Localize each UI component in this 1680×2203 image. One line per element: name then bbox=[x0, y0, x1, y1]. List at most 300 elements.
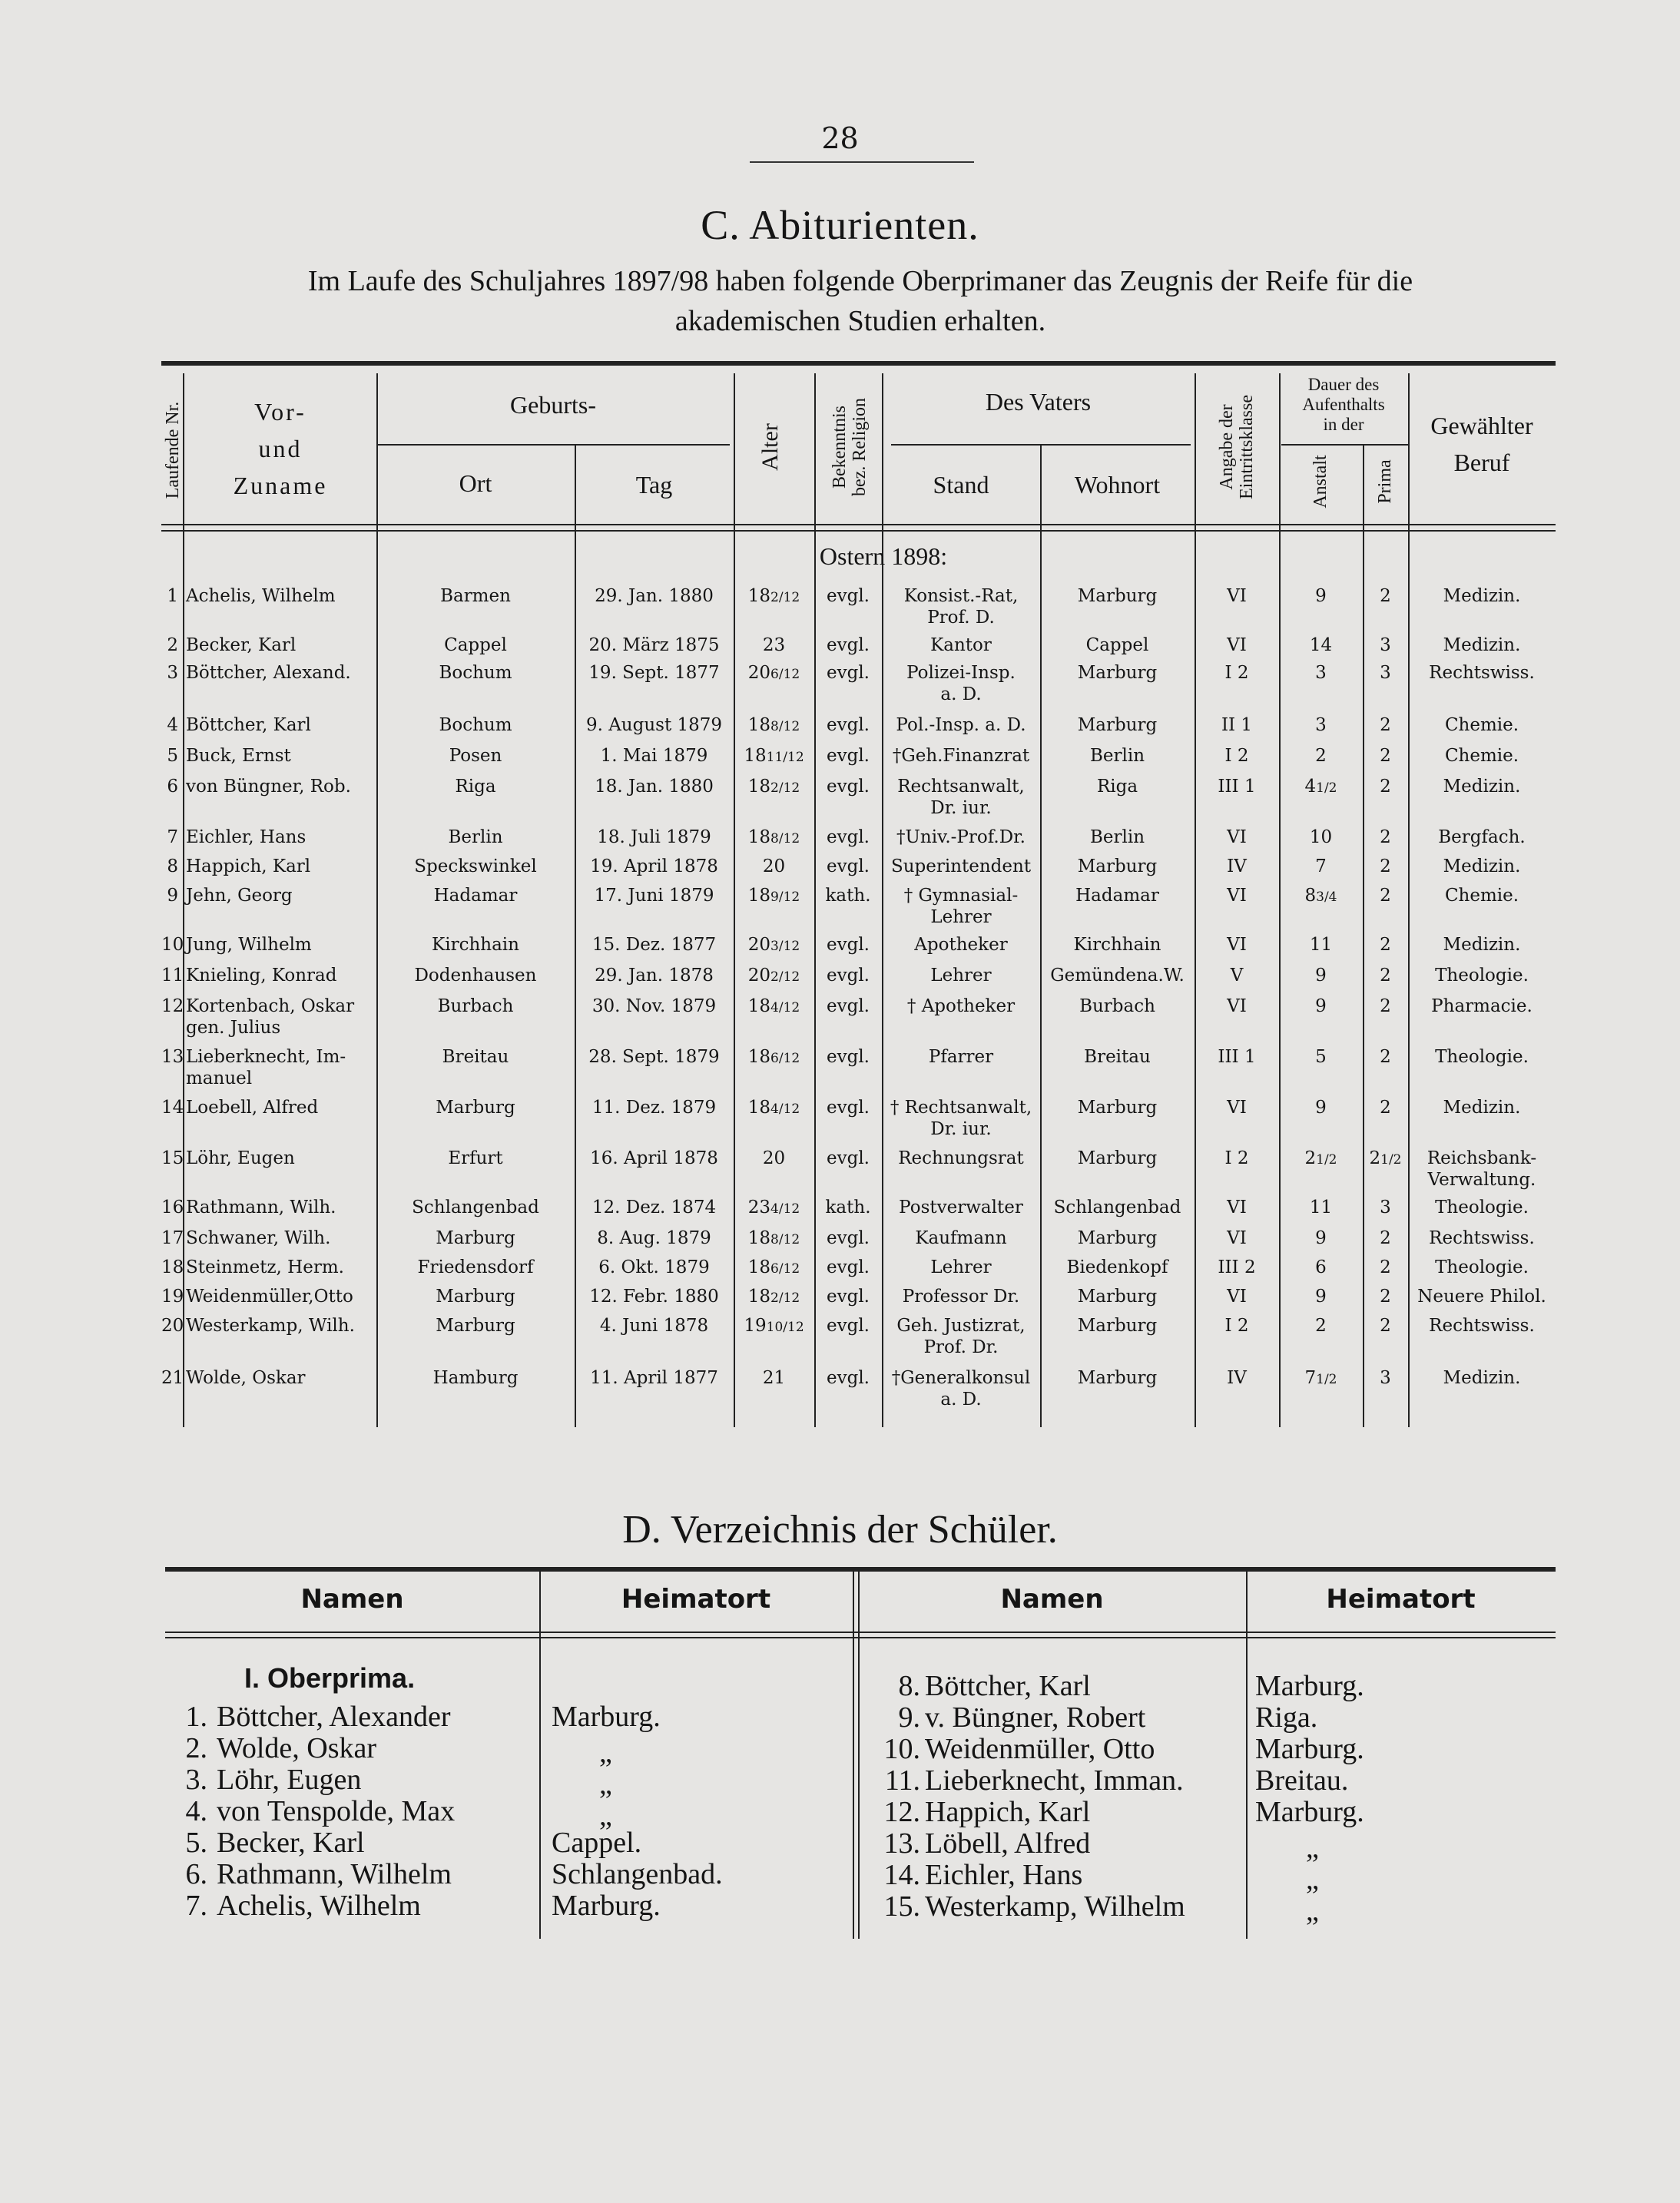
religion bbox=[814, 714, 882, 736]
student-number: 3. bbox=[185, 1764, 207, 1796]
religion bbox=[814, 662, 882, 684]
father-occupation-line2 bbox=[882, 906, 1040, 928]
row-number-value: 13 bbox=[161, 1047, 184, 1067]
years-school-value: 2 bbox=[1315, 746, 1327, 766]
student-name bbox=[186, 1148, 375, 1169]
years-school-value: 10 bbox=[1309, 827, 1333, 847]
years-prima bbox=[1363, 1046, 1408, 1068]
years-school-value: 6 bbox=[1315, 1257, 1327, 1277]
d-header-rule-1 bbox=[165, 1632, 1556, 1633]
header-geburts: Geburts- bbox=[510, 391, 596, 419]
birth-date-value: 29. Jan. 1878 bbox=[595, 966, 714, 986]
religion-value: evgl. bbox=[827, 827, 870, 847]
chosen-profession bbox=[1408, 714, 1556, 736]
home-town: Marburg. bbox=[1255, 1670, 1364, 1702]
entry-class bbox=[1195, 1286, 1279, 1307]
years-school-value: 9 bbox=[1315, 966, 1327, 986]
father-occupation-line2 bbox=[882, 797, 1040, 819]
home-town: „ bbox=[599, 1737, 612, 1769]
father-residence bbox=[1040, 1315, 1195, 1337]
birth-date-value: 8. Aug. 1879 bbox=[597, 1228, 711, 1248]
home-town: Schlangenbad. bbox=[552, 1858, 723, 1890]
years-prima-value: 2 bbox=[1369, 1148, 1381, 1168]
row-number bbox=[161, 714, 178, 736]
birth-place bbox=[376, 1046, 575, 1068]
birth-date bbox=[575, 776, 734, 797]
chosen-profession-value: Rechtswiss. bbox=[1429, 1228, 1535, 1248]
entry-class-value: VI bbox=[1227, 935, 1247, 955]
row-number bbox=[161, 1257, 184, 1278]
years-school-value: 7 bbox=[1304, 1368, 1317, 1388]
father-occupation bbox=[882, 585, 1040, 607]
chosen-profession bbox=[1408, 965, 1556, 986]
father-occupation-value: † Rechtsanwalt, bbox=[890, 1098, 1032, 1118]
religion bbox=[814, 1046, 882, 1068]
years-school-value: 3 bbox=[1315, 715, 1327, 735]
father-residence bbox=[1040, 634, 1195, 656]
age bbox=[734, 856, 814, 877]
birth-date-value: 28. Sept. 1879 bbox=[588, 1047, 720, 1067]
years-school bbox=[1279, 1148, 1363, 1171]
birth-date-value: 16. April 1878 bbox=[590, 1148, 718, 1168]
years-school-fraction: 3/4 bbox=[1316, 889, 1337, 905]
father-residence-value: Marburg bbox=[1077, 1098, 1158, 1118]
religion bbox=[814, 634, 882, 656]
father-residence-value: Marburg bbox=[1077, 1316, 1158, 1336]
birth-date bbox=[575, 1315, 734, 1337]
header-bottom-rule-2 bbox=[161, 530, 1556, 532]
row-number-value: 16 bbox=[161, 1198, 184, 1217]
years-school bbox=[1279, 1197, 1363, 1218]
student-name bbox=[186, 827, 375, 848]
row-number-value: 20 bbox=[161, 1316, 184, 1336]
birth-date-value: 18. Jan. 1880 bbox=[595, 777, 714, 797]
years-prima-value: 2 bbox=[1380, 1257, 1391, 1277]
father-occupation-line2-value: Prof. Dr. bbox=[923, 1337, 999, 1357]
header-tag: Tag bbox=[635, 471, 673, 499]
age-fraction: 8/12 bbox=[770, 831, 800, 846]
father-residence-value: Kirchhain bbox=[1073, 935, 1161, 955]
entry-class-value: I 2 bbox=[1224, 663, 1249, 683]
age bbox=[734, 1367, 814, 1389]
chosen-profession-value: Chemie. bbox=[1444, 715, 1519, 735]
student-name: Böttcher, Karl bbox=[925, 1670, 1091, 1702]
chosen-profession bbox=[1408, 1227, 1556, 1249]
student-name-value: Weidenmüller,Otto bbox=[186, 1287, 353, 1307]
birth-date-value: 1. Mai 1879 bbox=[600, 746, 708, 766]
row-number bbox=[161, 965, 184, 986]
row-number-value: 17 bbox=[161, 1228, 184, 1248]
student-name bbox=[186, 1227, 375, 1249]
father-residence-value: Hadamar bbox=[1075, 886, 1159, 906]
row-number bbox=[161, 1097, 184, 1118]
row-number-value: 15 bbox=[161, 1148, 184, 1168]
d-header-namen-right: Namen bbox=[1000, 1584, 1104, 1615]
religion-value: evgl. bbox=[827, 1228, 870, 1248]
row-number bbox=[161, 1046, 184, 1068]
birth-place-value: Marburg bbox=[436, 1287, 515, 1307]
birth-date bbox=[575, 634, 734, 656]
father-occupation bbox=[882, 1315, 1040, 1337]
birth-place-value: Erfurt bbox=[448, 1148, 503, 1168]
age-fraction: 10/12 bbox=[766, 1320, 804, 1335]
religion-value: evgl. bbox=[827, 1047, 870, 1067]
chosen-profession bbox=[1408, 634, 1556, 656]
father-occupation-value: † Apotheker bbox=[906, 996, 1016, 1016]
years-school bbox=[1279, 1367, 1363, 1390]
student-name bbox=[186, 1097, 375, 1118]
years-school-value: 4 bbox=[1304, 777, 1317, 797]
entry-class bbox=[1195, 1367, 1279, 1389]
row-number bbox=[161, 1315, 184, 1337]
religion bbox=[814, 1097, 882, 1118]
student-name-value: Lieberknecht, Im- bbox=[186, 1047, 346, 1067]
years-school bbox=[1279, 856, 1363, 877]
birth-place bbox=[376, 776, 575, 797]
age-fraction: 2/12 bbox=[770, 590, 800, 605]
age-value: 20 bbox=[747, 966, 771, 986]
d-col-line bbox=[539, 1572, 541, 1939]
years-school bbox=[1279, 776, 1363, 799]
entry-class bbox=[1195, 856, 1279, 877]
birth-date-value: 15. Dez. 1877 bbox=[591, 935, 717, 955]
student-number: 2. bbox=[185, 1732, 207, 1764]
father-occupation-line2-value: Dr. iur. bbox=[930, 798, 992, 818]
d-header-heimatort-left: Heimatort bbox=[621, 1584, 771, 1615]
years-prima-value: 2 bbox=[1380, 966, 1391, 986]
chosen-profession-value: Bergfach. bbox=[1438, 827, 1526, 847]
student-name bbox=[186, 856, 375, 877]
years-prima bbox=[1363, 745, 1408, 767]
birth-place-value: Bochum bbox=[439, 715, 512, 735]
entry-class bbox=[1195, 1046, 1279, 1068]
birth-date-value: 12. Febr. 1880 bbox=[589, 1287, 719, 1307]
student-name-line2-value: manuel bbox=[186, 1068, 253, 1088]
chosen-profession-value: Medizin. bbox=[1443, 1368, 1521, 1388]
entry-class-value: VI bbox=[1227, 586, 1247, 606]
age-value: 18 bbox=[747, 1228, 771, 1248]
student-name bbox=[186, 745, 375, 767]
birth-date bbox=[575, 1367, 734, 1389]
years-prima-value: 3 bbox=[1380, 635, 1391, 655]
father-residence-value: Breitau bbox=[1084, 1047, 1151, 1067]
d-col-line bbox=[1246, 1572, 1248, 1939]
years-school-fraction: 1/2 bbox=[1316, 1152, 1337, 1168]
home-town: „ bbox=[1306, 1832, 1319, 1864]
birth-place bbox=[376, 1286, 575, 1307]
birth-date bbox=[575, 827, 734, 848]
age bbox=[734, 776, 814, 799]
age bbox=[734, 745, 814, 768]
birth-place bbox=[376, 885, 575, 906]
header-vater: Des Vaters bbox=[985, 388, 1092, 416]
birth-place-value: Hadamar bbox=[433, 886, 518, 906]
chosen-profession bbox=[1408, 1097, 1556, 1118]
years-prima-value: 2 bbox=[1380, 1228, 1391, 1248]
header-stand: Stand bbox=[933, 471, 989, 499]
student-name bbox=[186, 585, 375, 607]
student-name-value: Westerkamp, Wilh. bbox=[186, 1316, 355, 1336]
years-school-fraction: 1/2 bbox=[1316, 780, 1337, 796]
age bbox=[734, 1286, 814, 1309]
chosen-profession-value: Reichsbank- bbox=[1427, 1148, 1537, 1168]
age bbox=[734, 1227, 814, 1251]
entry-class bbox=[1195, 776, 1279, 797]
age bbox=[734, 1097, 814, 1120]
religion-value: evgl. bbox=[827, 746, 870, 766]
birth-place-value: Breitau bbox=[442, 1047, 509, 1067]
years-prima-value: 2 bbox=[1380, 777, 1391, 797]
row-number bbox=[161, 1227, 184, 1249]
father-residence-value: Berlin bbox=[1089, 827, 1145, 847]
chosen-profession-value: Medizin. bbox=[1443, 586, 1521, 606]
age-value: 18 bbox=[744, 746, 767, 766]
chosen-profession bbox=[1408, 1367, 1556, 1389]
header-klasse: Angabe der Eintrittsklasse bbox=[1217, 395, 1257, 499]
header-dauer: Dauer des Aufenthalts in der bbox=[1302, 375, 1385, 434]
birth-place-value: Barmen bbox=[440, 586, 511, 606]
birth-date bbox=[575, 1197, 734, 1218]
years-prima-value: 2 bbox=[1380, 886, 1391, 906]
years-school-value: 5 bbox=[1315, 1047, 1327, 1067]
age-value: 18 bbox=[747, 996, 771, 1016]
student-name-value: Buck, Ernst bbox=[186, 746, 291, 766]
birth-place bbox=[376, 1367, 575, 1389]
dauer-sub-rule bbox=[1281, 444, 1408, 446]
row-number bbox=[161, 634, 178, 656]
entry-class-value: I 2 bbox=[1224, 746, 1249, 766]
entry-class bbox=[1195, 1227, 1279, 1249]
age-value: 18 bbox=[747, 1287, 771, 1307]
entry-class bbox=[1195, 934, 1279, 956]
religion bbox=[814, 585, 882, 607]
religion-value: evgl. bbox=[827, 1368, 870, 1388]
father-residence bbox=[1040, 776, 1195, 797]
father-occupation-value: Apotheker bbox=[914, 935, 1008, 955]
student-number: 12. bbox=[883, 1796, 920, 1828]
student-name-value: Kortenbach, Oskar bbox=[186, 996, 355, 1016]
years-school bbox=[1279, 1286, 1363, 1307]
years-school-value: 3 bbox=[1315, 663, 1327, 683]
row-number bbox=[161, 1148, 184, 1169]
father-residence bbox=[1040, 1227, 1195, 1249]
religion-value: evgl. bbox=[827, 715, 870, 735]
chosen-profession bbox=[1408, 1257, 1556, 1278]
father-occupation bbox=[882, 634, 1040, 656]
father-residence-value: Burbach bbox=[1079, 996, 1155, 1016]
row-number-value: 3 bbox=[167, 663, 178, 683]
age bbox=[734, 1315, 814, 1338]
chosen-profession-value: Medizin. bbox=[1443, 1098, 1521, 1118]
father-residence bbox=[1040, 856, 1195, 877]
chosen-profession-value: Chemie. bbox=[1444, 746, 1519, 766]
religion-value: evgl. bbox=[827, 1098, 870, 1118]
years-prima-value: 2 bbox=[1380, 746, 1391, 766]
father-occupation bbox=[882, 995, 1040, 1017]
years-school bbox=[1279, 634, 1363, 656]
father-residence-value: Berlin bbox=[1089, 746, 1145, 766]
father-residence-value: Riga bbox=[1096, 777, 1138, 797]
entry-class bbox=[1195, 885, 1279, 906]
years-school bbox=[1279, 745, 1363, 767]
entry-class-value: I 2 bbox=[1224, 1148, 1249, 1168]
father-occupation-value: Professor Dr. bbox=[902, 1287, 1020, 1307]
row-number-value: 2 bbox=[167, 635, 178, 655]
birth-date-value: 11. April 1877 bbox=[590, 1368, 718, 1388]
row-number bbox=[161, 585, 178, 607]
religion bbox=[814, 1257, 882, 1278]
years-school-value: 8 bbox=[1304, 886, 1317, 906]
years-prima-value: 2 bbox=[1380, 996, 1391, 1016]
age-value: 21 bbox=[762, 1368, 786, 1388]
religion-value: evgl. bbox=[827, 856, 870, 876]
student-name: Löbell, Alfred bbox=[925, 1827, 1091, 1860]
age-fraction: 2/12 bbox=[770, 969, 800, 985]
father-residence bbox=[1040, 1367, 1195, 1389]
religion-value: kath. bbox=[825, 886, 871, 906]
row-number-value: 6 bbox=[167, 777, 178, 797]
years-prima bbox=[1363, 827, 1408, 848]
religion bbox=[814, 745, 882, 767]
religion bbox=[814, 995, 882, 1017]
chosen-profession bbox=[1408, 856, 1556, 877]
age-fraction: 8/12 bbox=[770, 1232, 800, 1247]
age bbox=[734, 1197, 814, 1220]
religion-value: evgl. bbox=[827, 996, 870, 1016]
religion-value: evgl. bbox=[827, 1148, 870, 1168]
home-town: „ bbox=[1306, 1895, 1319, 1927]
years-prima bbox=[1363, 1315, 1408, 1337]
years-prima bbox=[1363, 856, 1408, 877]
student-name: Lieberknecht, Imman. bbox=[925, 1764, 1184, 1797]
father-occupation-value: Superintendent bbox=[890, 856, 1032, 876]
entry-class-value: VI bbox=[1227, 1287, 1247, 1307]
home-town: Marburg. bbox=[1255, 1733, 1364, 1765]
age bbox=[734, 827, 814, 850]
father-occupation-line2-value: a. D. bbox=[940, 1390, 982, 1410]
father-occupation-value: Konsist.-Rat, bbox=[903, 586, 1019, 606]
student-name: Weidenmüller, Otto bbox=[925, 1733, 1155, 1765]
father-occupation bbox=[882, 776, 1040, 797]
birth-date bbox=[575, 1286, 734, 1307]
chosen-profession-value: Medizin. bbox=[1443, 635, 1521, 655]
header-prima: Prima bbox=[1375, 459, 1395, 504]
row-number-value: 5 bbox=[167, 746, 178, 766]
religion-value: kath. bbox=[825, 1198, 871, 1217]
father-occupation-value: Lehrer bbox=[930, 1257, 992, 1277]
father-occupation bbox=[882, 1197, 1040, 1218]
birth-place bbox=[376, 585, 575, 607]
age bbox=[734, 634, 814, 656]
age bbox=[734, 585, 814, 608]
chosen-profession bbox=[1408, 1046, 1556, 1068]
student-name-value: Böttcher, Alexand. bbox=[186, 663, 351, 683]
student-name: Löhr, Eugen bbox=[217, 1764, 362, 1796]
father-occupation bbox=[882, 827, 1040, 848]
father-occupation-value: †Univ.-Prof.Dr. bbox=[896, 827, 1026, 847]
chosen-profession-line2-value: Verwaltung. bbox=[1427, 1170, 1536, 1190]
chosen-profession-line2 bbox=[1408, 1169, 1556, 1191]
row-number bbox=[161, 662, 178, 684]
father-occupation-line2-value: Dr. iur. bbox=[930, 1119, 992, 1139]
religion-value: evgl. bbox=[827, 966, 870, 986]
entry-class bbox=[1195, 662, 1279, 684]
student-number: 10. bbox=[883, 1733, 920, 1765]
religion bbox=[814, 965, 882, 986]
row-number bbox=[161, 885, 178, 906]
father-occupation-line2-value: Lehrer bbox=[930, 907, 992, 927]
birth-date bbox=[575, 856, 734, 877]
age-value: 23 bbox=[762, 635, 786, 655]
student-name bbox=[186, 634, 375, 656]
student-name bbox=[186, 714, 375, 736]
birth-date bbox=[575, 745, 734, 767]
chosen-profession-value: Theologie. bbox=[1435, 966, 1529, 986]
father-residence-value: Marburg bbox=[1077, 1368, 1158, 1388]
entry-class bbox=[1195, 745, 1279, 767]
age-value: 18 bbox=[747, 1098, 771, 1118]
student-name bbox=[186, 1315, 375, 1337]
father-occupation-line2 bbox=[882, 607, 1040, 628]
entry-class bbox=[1195, 1197, 1279, 1218]
years-school bbox=[1279, 995, 1363, 1017]
years-prima bbox=[1363, 965, 1408, 986]
student-name: Böttcher, Alexander bbox=[217, 1701, 451, 1733]
age-fraction: 9/12 bbox=[770, 889, 800, 905]
birth-date-value: 4. Juni 1878 bbox=[599, 1316, 709, 1336]
student-name bbox=[186, 1257, 375, 1278]
father-occupation bbox=[882, 1046, 1040, 1068]
birth-place bbox=[376, 1197, 575, 1218]
years-prima-value: 2 bbox=[1380, 827, 1391, 847]
student-name-line2-value: gen. Julius bbox=[186, 1018, 281, 1038]
religion-value: evgl. bbox=[827, 777, 870, 797]
father-residence-value: Biedenkopf bbox=[1066, 1257, 1168, 1277]
chosen-profession-value: Rechtswiss. bbox=[1429, 663, 1535, 683]
birth-place-value: Marburg bbox=[436, 1098, 515, 1118]
religion bbox=[814, 885, 882, 906]
chosen-profession bbox=[1408, 662, 1556, 684]
father-residence-value: Cappel bbox=[1085, 635, 1149, 655]
student-name-value: Böttcher, Karl bbox=[186, 715, 311, 735]
religion bbox=[814, 1197, 882, 1218]
years-school bbox=[1279, 934, 1363, 956]
student-name bbox=[186, 934, 375, 956]
student-number: 13. bbox=[883, 1827, 920, 1860]
student-name-value: Achelis, Wilhelm bbox=[186, 586, 336, 606]
student-number: 9. bbox=[898, 1701, 920, 1734]
father-residence bbox=[1040, 1257, 1195, 1278]
religion bbox=[814, 776, 882, 797]
section-d-title: D. Verzeichnis der Schüler. bbox=[622, 1508, 1058, 1552]
birth-place-value: Marburg bbox=[436, 1316, 515, 1336]
years-school bbox=[1279, 585, 1363, 607]
father-occupation bbox=[882, 1148, 1040, 1169]
father-occupation-value: Postverwalter bbox=[899, 1198, 1023, 1217]
age bbox=[734, 934, 814, 957]
chosen-profession-value: Chemie. bbox=[1444, 886, 1519, 906]
father-residence-value: Marburg bbox=[1077, 856, 1158, 876]
age-fraction: 4/12 bbox=[770, 1201, 800, 1217]
father-occupation-value: Rechnungsrat bbox=[898, 1148, 1024, 1168]
age-fraction: 6/12 bbox=[770, 1051, 800, 1066]
student-number: 4. bbox=[185, 1795, 207, 1827]
chosen-profession-value: Theologie. bbox=[1435, 1047, 1529, 1067]
years-school-value: 9 bbox=[1315, 1098, 1327, 1118]
religion bbox=[814, 1315, 882, 1337]
row-number bbox=[161, 776, 178, 797]
student-number: 11. bbox=[884, 1764, 920, 1797]
